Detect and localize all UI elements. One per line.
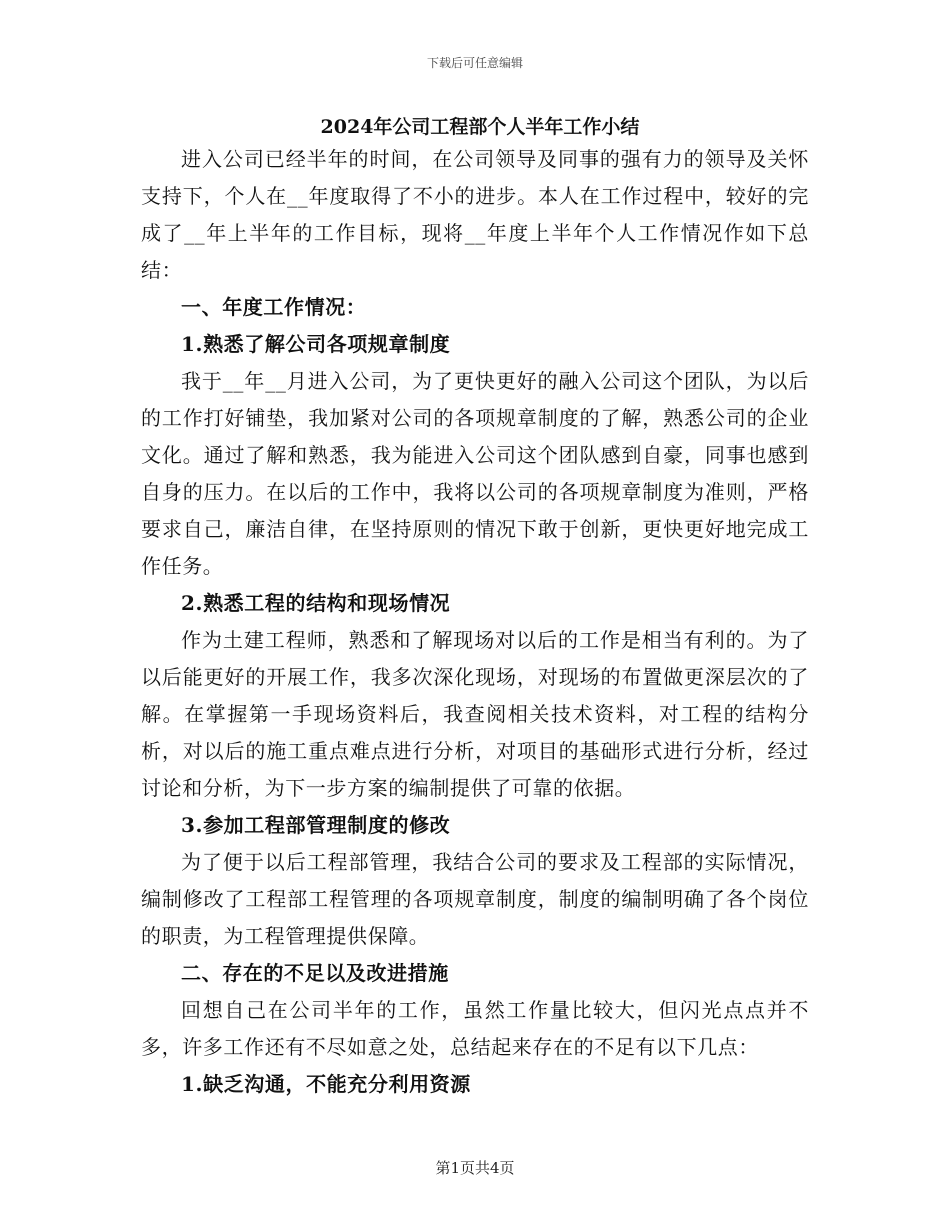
- paragraph-intro: 进入公司已经半年的时间，在公司领导及同事的强有力的领导及关怀支持下，个人在__年度取得了不小的进步。本人在工作过程中，较好的完成了__年上半年的工作目标，现将__年度上半年个人工作情况作如下总结：: [141, 147, 809, 282]
- page-header-note: 下载后可任意编辑: [426, 56, 523, 70]
- paragraph-site-structure: 作为土建工程师，熟悉和了解现场对以后的工作是相当有利的。为了以后能更好的开展工作，我多次深化现场，对现场的布置做更深层次的了解。在掌握第一手现场资料后，我查阅相关技术资料，对工程的结构分析，对以后的施工重点难点进行分析，对项目的基础形式进行分析，经过讨论和分析，为下一步方案的编制提供了可靠的依据。: [141, 628, 809, 800]
- paragraph-management-rules: 为了便于以后工程部管理，我结合公司的要求及工程部的实际情况，编制修改了工程部工程管理的各项规章制度，制度的编制明确了各个岗位的职责，为工程管理提供保障。: [141, 850, 809, 948]
- section-heading-annual-work: 一、年度工作情况：: [181, 295, 367, 319]
- subheading-management-rules: 3.参加工程部管理制度的修改: [181, 813, 451, 837]
- page-number: 第1页共4页: [435, 1159, 515, 1177]
- paragraph-shortcomings: 回想自己在公司半年的工作，虽然工作量比较大，但闪光点点并不多，许多工作还有不尽如意之处，总结起来存在的不足有以下几点：: [141, 998, 809, 1059]
- document-title: 2024年公司工程部个人半年工作小结: [320, 116, 640, 138]
- subheading-communication: 1.缺乏沟通，不能充分利用资源: [181, 1072, 471, 1096]
- paragraph-regulations: 我于__年__月进入公司，为了更快更好的融入公司这个团队，为以后的工作打好铺垫，我加紧对公司的各项规章制度的了解，熟悉公司的企业文化。通过了解和熟悉，我为能进入公司这个团队感到自豪，同事也感到自身的压力。在以后的工作中，我将以公司的各项规章制度为准则，严格要求自己，廉洁自律，在坚持原则的情况下敢于创新，更快更好地完成工作任务。: [141, 369, 809, 578]
- document-body: [141, 113, 809, 1103]
- section-heading-shortcomings: 二、存在的不足以及改进措施: [181, 961, 449, 985]
- subheading-regulations: 1.熟悉了解公司各项规章制度: [181, 332, 451, 356]
- subheading-site-structure: 2.熟悉工程的结构和现场情况: [181, 591, 451, 615]
